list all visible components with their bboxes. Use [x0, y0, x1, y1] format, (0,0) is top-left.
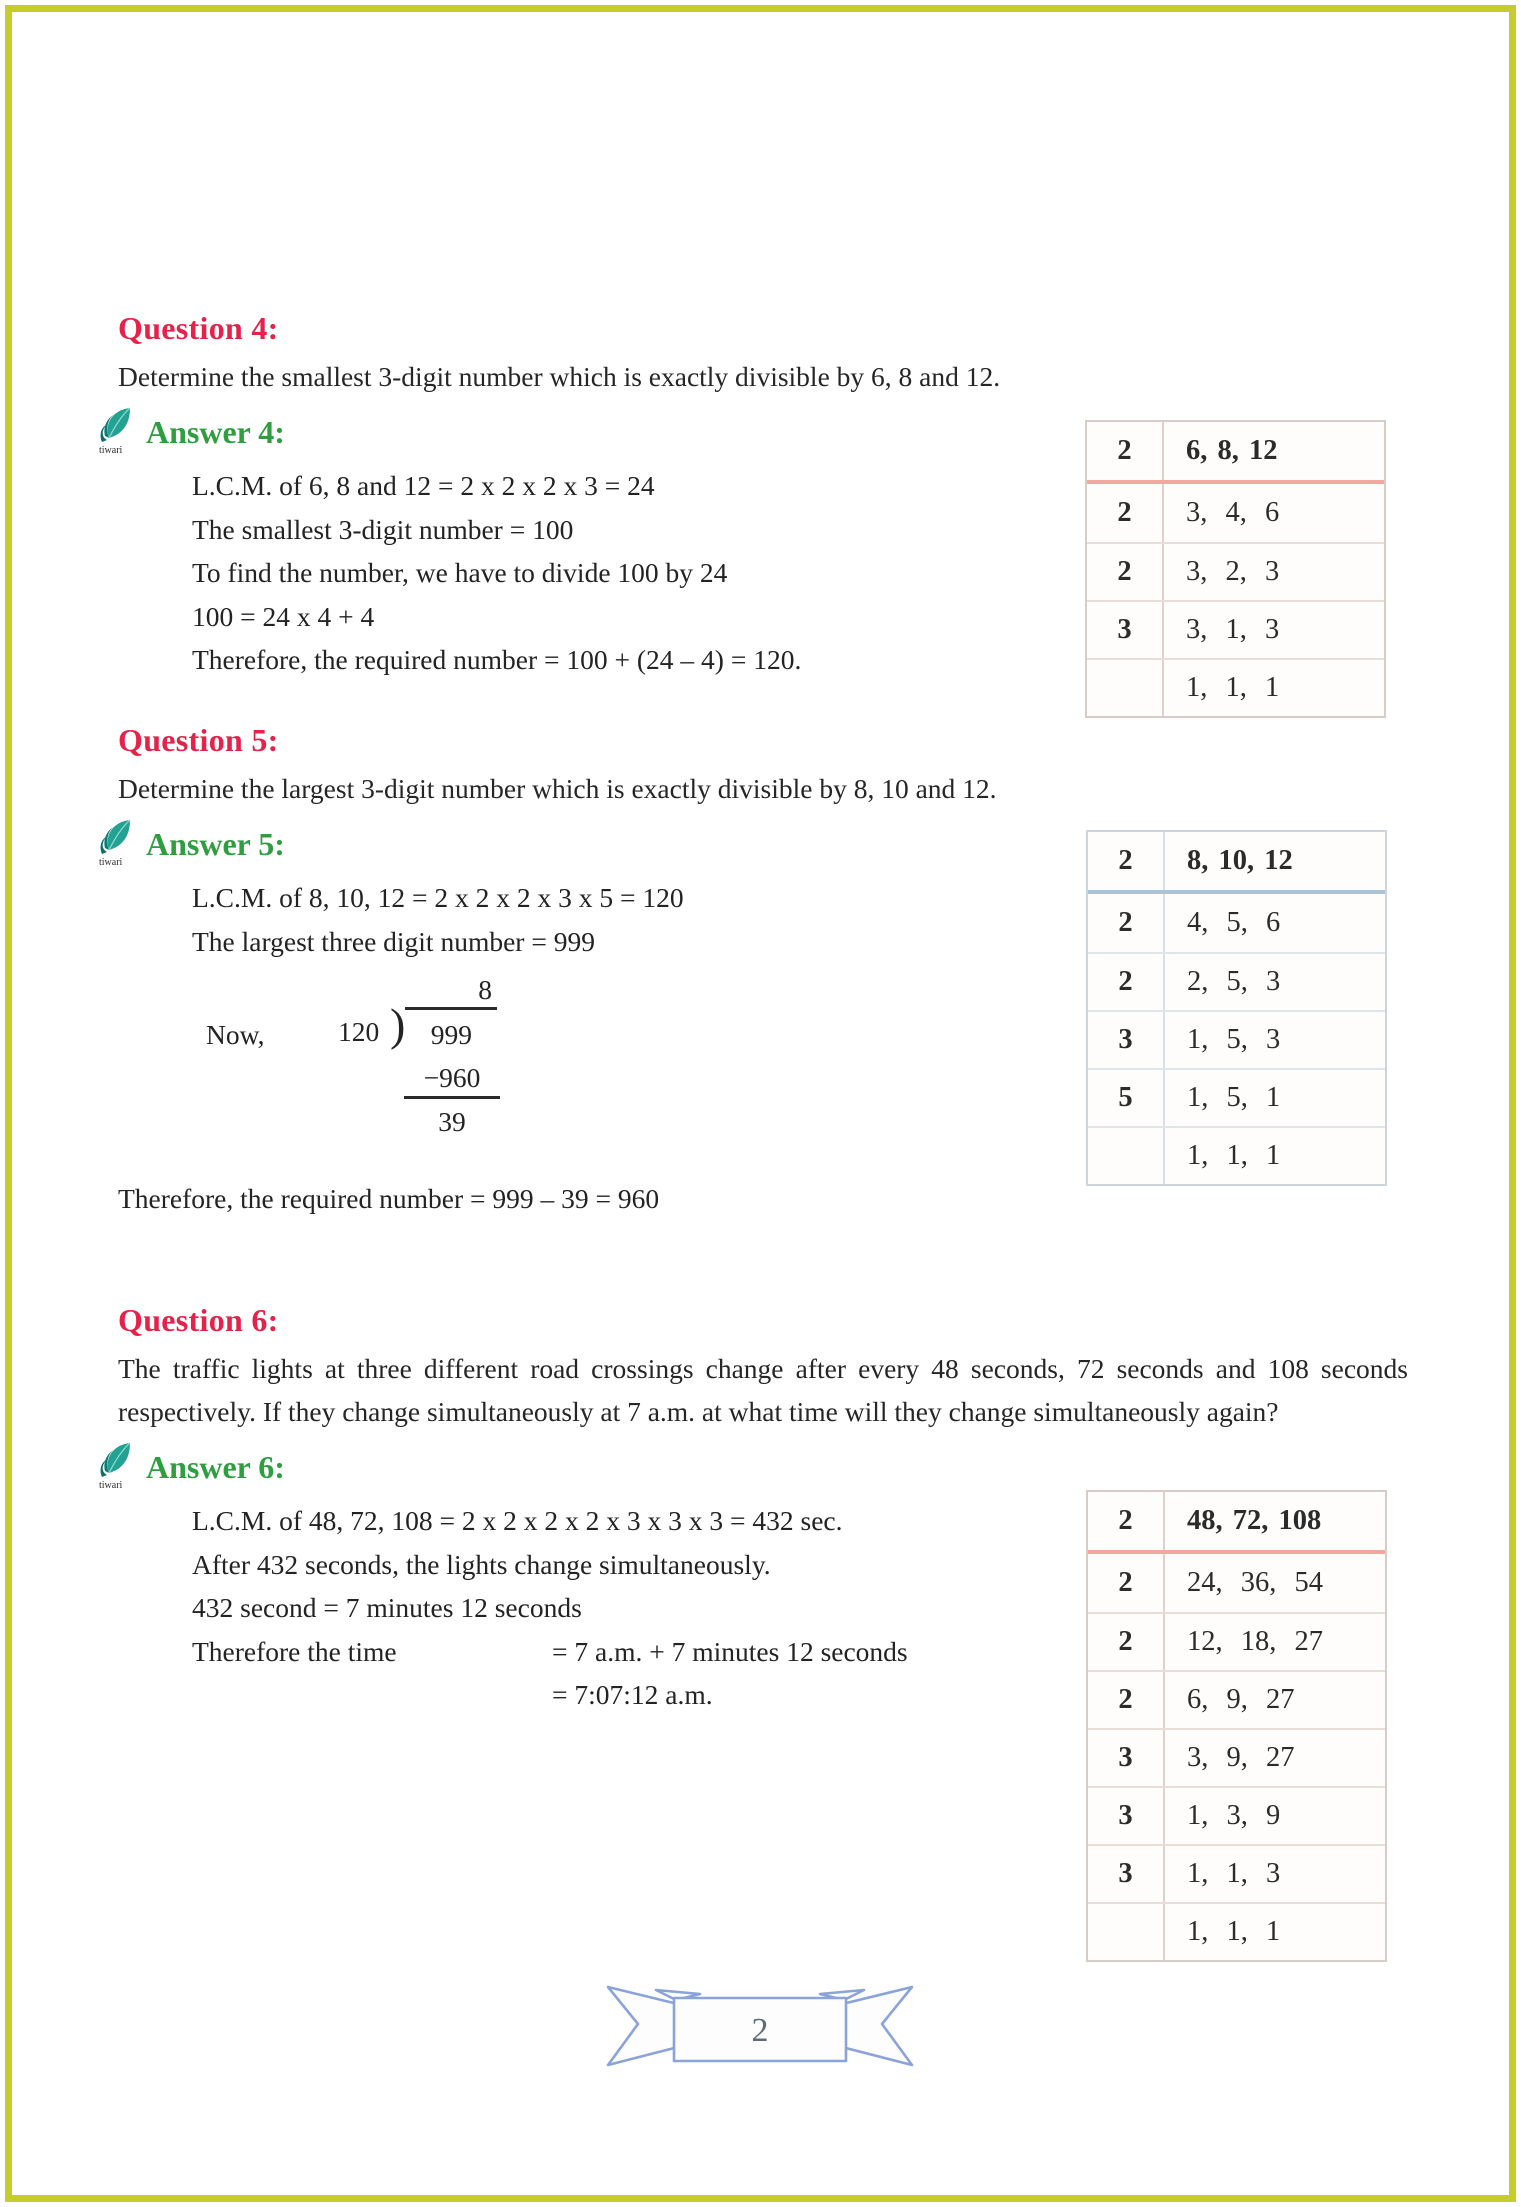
lcm-divisor-cell: [1088, 1128, 1165, 1184]
lcm-values-cell: 1, 5, 3: [1187, 1024, 1281, 1055]
lcm-values-cell: 1, 1, 1: [1187, 1140, 1281, 1171]
lcm-table-row: [1088, 1728, 1385, 1786]
division-quotient: 8: [478, 974, 492, 1005]
division-remainder: 39: [438, 1106, 466, 1137]
lcm-divisor-cell: 3: [1087, 602, 1164, 658]
lcm-values-cell: 3, 2, 3: [1186, 556, 1280, 587]
question-5-text: Determine the largest 3-digit number which is exactly divisible by 8, 10 and 12.: [118, 773, 997, 804]
answer-step: 100 = 24 x 4 + 4: [192, 600, 375, 632]
tiwari-leaf-icon: [95, 1440, 137, 1490]
lcm-table-header: [1088, 1492, 1385, 1554]
lcm-table-row: [1088, 1902, 1385, 1960]
lcm-divisor-cell: 2: [1088, 954, 1165, 1010]
division-label: Now,: [206, 1019, 265, 1050]
lcm-values-cell: 48, 72, 108: [1187, 1505, 1322, 1536]
lcm-divisor-cell: 3: [1088, 1846, 1165, 1902]
lcm-divisor-cell: [1087, 660, 1164, 716]
lcm-divisor-cell: 2: [1087, 422, 1164, 480]
page-number: 2: [751, 2012, 769, 2049]
lcm-divisor-cell: 2: [1088, 832, 1165, 890]
answer-step: L.C.M. of 48, 72, 108 = 2 x 2 x 2 x 2 x 3 x 3 x 3 = 432 sec.: [192, 1505, 843, 1536]
lcm-divisor-cell: 2: [1088, 1554, 1165, 1612]
answer-step: The smallest 3-digit number = 100: [192, 513, 574, 545]
answer-step: To find the number, we have to divide 100 by 24: [192, 557, 728, 588]
lcm-table-row: [1087, 600, 1384, 658]
lcm-divisor-cell: 2: [1088, 1492, 1165, 1550]
lcm-table-row: [1088, 894, 1385, 952]
division-bracket: ): [390, 999, 406, 1050]
answer-4-heading: Answer 4:: [146, 414, 285, 450]
answer-step: The largest three digit number = 999: [192, 925, 595, 957]
division-subtraction: −960: [404, 1055, 500, 1099]
lcm-values-cell: 24, 36, 54: [1187, 1567, 1323, 1598]
svg-text:tiwari: tiwari: [99, 1480, 123, 1490]
lcm-table-row: [1087, 484, 1384, 542]
answer-step: Therefore, the required number = 100 + (24 – 4) = 120.: [192, 644, 802, 675]
lcm-table-header: [1088, 832, 1385, 894]
lcm-divisor-cell: 2: [1087, 544, 1164, 600]
answer-6-heading-row: [95, 1438, 1408, 1490]
question-5-heading: Question 5:: [118, 722, 279, 758]
time-value-2: = 7:07:12 a.m.: [552, 1679, 713, 1710]
lcm-values-cell: 1, 1, 1: [1186, 672, 1280, 703]
lcm-values-cell: 2, 5, 3: [1187, 966, 1281, 997]
lcm-table-body: [1088, 1554, 1385, 1960]
lcm-divisor-cell: 2: [1088, 1614, 1165, 1670]
lcm-values-cell: 3, 9, 27: [1187, 1742, 1295, 1773]
question-6-heading: Question 6:: [118, 1302, 279, 1338]
division-divisor: 120: [338, 1016, 380, 1047]
svg-text:tiwari: tiwari: [99, 857, 123, 867]
lcm-table-row: [1087, 658, 1384, 716]
lcm-table-row: [1088, 1010, 1385, 1068]
lcm-divisor-cell: 3: [1088, 1012, 1165, 1068]
time-value-1: = 7 a.m. + 7 minutes 12 seconds: [552, 1635, 908, 1667]
lcm-divisor-cell: [1088, 1904, 1165, 1960]
lcm-values-cell: 4, 5, 6: [1187, 907, 1281, 938]
lcm-values-cell: 8, 10, 12: [1187, 845, 1293, 876]
question-6-text: The traffic lights at three different road crossings change after every 48 seconds, 72 seconds and 108 seconds respectively. If they change simultaneously at 7 a.m. at what time will they change simultaneously again?: [118, 1353, 1408, 1427]
lcm-values-cell: 1, 1, 3: [1187, 1858, 1281, 1889]
lcm-table-row: [1088, 1126, 1385, 1184]
lcm-divisor-cell: 2: [1088, 894, 1165, 952]
answer-5-conclusion: Therefore, the required number = 999 – 39 = 960: [118, 1183, 660, 1214]
long-division: [338, 973, 500, 1138]
lcm-table-row: [1088, 1844, 1385, 1902]
lcm-values-cell: 6, 8, 12: [1186, 435, 1278, 466]
lcm-table-row: [1088, 1554, 1385, 1612]
lcm-values-cell: 1, 3, 9: [1187, 1800, 1281, 1831]
tiwari-leaf-icon: [95, 817, 137, 867]
lcm-table-row: [1088, 1612, 1385, 1670]
lcm-values-cell: 6, 9, 27: [1187, 1684, 1295, 1715]
lcm-values-cell: 1, 5, 1: [1187, 1082, 1281, 1113]
lcm-divisor-cell: 3: [1088, 1788, 1165, 1844]
lcm-table-body: [1087, 484, 1384, 716]
lcm-table-row: [1087, 542, 1384, 600]
lcm-table-row: [1088, 1670, 1385, 1728]
question-4-heading: Question 4:: [118, 310, 279, 346]
lcm-values-cell: 3, 4, 6: [1186, 497, 1280, 528]
answer-step: L.C.M. of 8, 10, 12 = 2 x 2 x 2 x 3 x 5 = 120: [192, 882, 684, 913]
lcm-table-row: [1088, 1068, 1385, 1126]
lcm-divisor-cell: 5: [1088, 1070, 1165, 1126]
lcm-table-header: [1087, 422, 1384, 484]
answer-5-heading: Answer 5:: [146, 826, 285, 862]
page-number-ribbon: [600, 1978, 920, 2074]
division-dividend: 999: [405, 1007, 497, 1055]
lcm-divisor-cell: 2: [1088, 1672, 1165, 1728]
lcm-table-q5: [1086, 830, 1387, 1186]
lcm-table-row: [1088, 952, 1385, 1010]
svg-text:tiwari: tiwari: [99, 445, 123, 455]
lcm-divisor-cell: 2: [1087, 484, 1164, 542]
question-4-text: Determine the smallest 3-digit number which is exactly divisible by 6, 8 and 12.: [118, 361, 1001, 392]
lcm-values-cell: 3, 1, 3: [1186, 614, 1280, 645]
lcm-values-cell: 1, 1, 1: [1187, 1916, 1281, 1947]
lcm-divisor-cell: 3: [1088, 1730, 1165, 1786]
lcm-table-body: [1088, 894, 1385, 1184]
tiwari-leaf-icon: [95, 405, 137, 455]
answer-step: After 432 seconds, the lights change simultaneously.: [192, 1548, 771, 1580]
lcm-table-q6: [1086, 1490, 1387, 1962]
answer-step: 432 second = 7 minutes 12 seconds: [192, 1592, 582, 1623]
lcm-table-q4: [1085, 420, 1386, 718]
answer-step: L.C.M. of 6, 8 and 12 = 2 x 2 x 2 x 3 = 24: [192, 470, 655, 501]
lcm-values-cell: 12, 18, 27: [1187, 1626, 1323, 1657]
lcm-table-row: [1088, 1786, 1385, 1844]
answer-6-heading: Answer 6:: [146, 1449, 285, 1485]
time-label: Therefore the time: [192, 1635, 397, 1667]
